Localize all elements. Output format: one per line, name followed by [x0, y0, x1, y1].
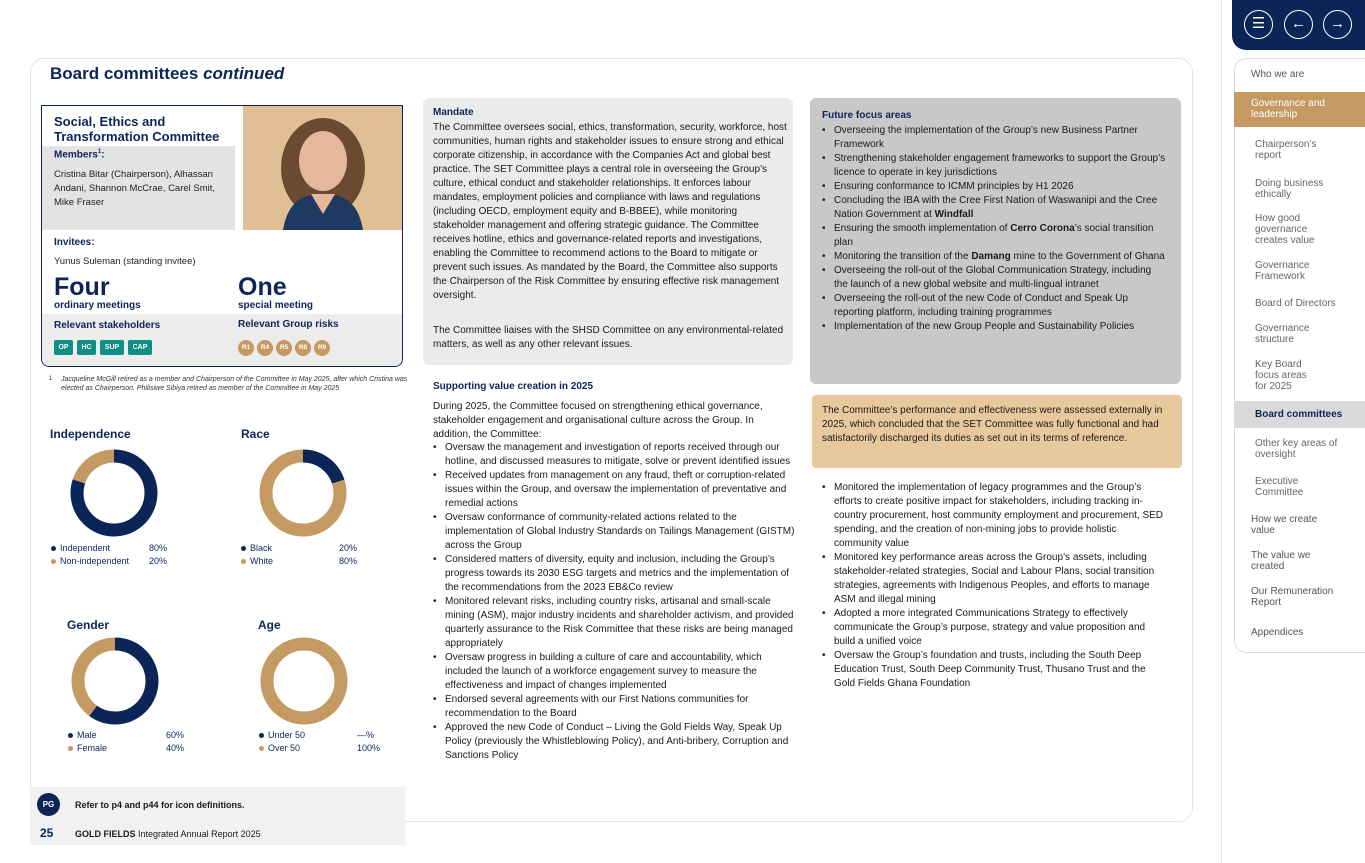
legend-black: Black 20% — [241, 543, 371, 553]
list-item: • Considered matters of diversity, equity and inclusion, including the Group’s progress towards its 2030 ESG targets and metrics and the implementation of the recommendations from the 2023 EB&Co review — [433, 553, 795, 595]
list-item: • Monitoring the transition of the Damang mine to the Government of Ghana — [822, 250, 1167, 264]
legend-female: Female 40% — [68, 743, 198, 753]
race-chart-title: Race — [241, 427, 270, 441]
activities-list — [822, 481, 1167, 691]
independence-donut — [70, 449, 158, 537]
list-item: • Approved the new Code of Conduct – Living the Gold Fields Way, Speak Up Policy (previously the Whistleblowing Policy), and Anti-bribery, Corruption and Sanctions Policy — [433, 721, 795, 763]
mandate-paragraph-2: The Committee liaises with the SHSD Committee on any environmental-related matters, as well as any other relevant issues. — [433, 325, 784, 350]
nav-divider — [1221, 0, 1222, 863]
supporting-value-intro: During 2025, the Committee focused on strengthening ethical governance, stakeholder engagement and organisational culture across the Group. In addition, the Committee: — [433, 401, 763, 440]
list-item: • Overseeing the roll-out of the new Code of Conduct and Speak Up reporting platform, including training programmes — [822, 292, 1167, 320]
page-number: 25 — [40, 826, 54, 840]
special-meetings-label: special meeting — [238, 300, 314, 311]
list-item: • Adopted a more integrated Communications Strategy to effectively communicate the Group’s purpose, strategy and value proposition and build a unified voice — [822, 607, 1167, 649]
special-meetings-count: One — [238, 273, 287, 301]
risk-badge-r9: R9 — [314, 340, 330, 356]
nav-item-board-of-directors[interactable]: Board of Directors — [1255, 298, 1336, 309]
legend-under-50: Under 50 —% — [259, 730, 389, 740]
invitees-list: Yunus Suleman (standing invitee) — [54, 256, 196, 267]
nav-item-governance[interactable]: Governance and leadership — [1251, 98, 1325, 120]
list-item: • Oversaw progress in building a culture of care and accountability, which included the launch of a workforce engagement survey to measure the effectiveness and impact of changes implemented — [433, 651, 795, 693]
supporting-value-heading: Supporting value creation in 2025 — [433, 381, 594, 392]
future-focus-list — [822, 124, 1167, 334]
list-item: • Oversaw the management and investigation of reports received through our hotline, and discussed measures to mitigate, solve or prevent identified issues — [433, 441, 795, 469]
committee-card — [41, 105, 403, 367]
menu-list-icon[interactable]: ☰ — [1244, 10, 1273, 39]
list-item: • Oversaw the Group’s foundation and trusts, including the South Deep Education Trust, South Deep Community Trust, Thusano Trust and the Gold Fields Ghana Foundation — [822, 649, 1167, 691]
members-heading: Members$^1$: — [54, 149, 105, 161]
gender-chart-title: Gender — [67, 618, 110, 632]
mandate-paragraph-1: The Committee oversees social, ethics, transformation, security, workforce, host communities, human rights and stakeholder issues to ensure strong and ethical corporate citizenship, in accordance with the Companies Act and global best practice. The SET Committee plays a central role in overseeing the Group’s culture, ethical conduct and stakeholder relationships. It enforces labour mandates, employment policies and compliance with laws and regulations (including OECD, employment equity and B-BBEE), while monitoring stakeholder management and offering strategic guidance. The Committee receives hotline, ethics and governance-related reports and investigations, enabling the Committee to recommend actions to the Board to mitigate or prevent such issues. As mandated by the Board, the Committee also supports the Chairperson of the Risk Committee by ensuring effective risk management oversight. — [433, 122, 787, 301]
gender-donut — [71, 637, 159, 725]
nav-item-governance-framework[interactable]: Governance Framework — [1255, 260, 1310, 282]
list-item: • Ensuring the smooth implementation of Cerro Corona’s social transition plan — [822, 222, 1167, 250]
risk-badge-r4: R4 — [257, 340, 273, 356]
nav-item-doing-business-ethically[interactable]: Doing business ethically — [1255, 178, 1324, 200]
stakeholders-heading: Relevant stakeholders — [54, 320, 161, 331]
list-item: • Monitored the implementation of legacy programmes and the Group’s efforts to create positive impact for stakeholders, including tracking in-country procurement, host community employment and procurement, SED spending, and the creation of non-mining jobs to provide holistic community value — [822, 481, 1167, 551]
age-chart-title: Age — [258, 618, 281, 632]
list-item: • Monitored relevant risks, including country risks, artisanal and small-scale mining (ASM), major industry incidents and shareholder activism, and provided quarterly assurance to the Risk Committee that these risks are being managed appropriately — [433, 595, 795, 651]
invitees-heading: Invitees: — [54, 237, 95, 248]
nav-item-governance-structure[interactable]: Governance structure — [1255, 323, 1310, 345]
members-list: Cristina Bitar (Chairperson), Alhassan Andani, Shannon McCrae, Carel Smit, Mike Fraser — [54, 169, 216, 208]
icon-reference-text: Refer to p4 and p44 for icon definitions. — [75, 800, 245, 810]
page-title: Board committees continued — [50, 64, 285, 83]
stakeholder-badge-hc: HC — [77, 340, 96, 355]
list-item: • Monitored key performance areas across the Group’s assets, including stakeholder-related strategies, Social and Labour Plans, social transition strategies, agreements with Indigenous Peoples, and efforts to manage ASM and illegal mining — [822, 551, 1167, 607]
legend-over-50: Over 50 100% — [259, 743, 389, 753]
ordinary-meetings-count: Four — [54, 273, 110, 301]
list-item: • Strengthening stakeholder engagement frameworks to support the Group’s licence to operate in key jurisdictions — [822, 152, 1167, 180]
list-item: • Ensuring conformance to ICMM principles by H1 2026 — [822, 180, 1167, 194]
legend-male: Male 60% — [68, 730, 198, 740]
nav-item-appendices[interactable]: Appendices — [1251, 627, 1304, 638]
nav-item-chairpersons-report[interactable]: Chairperson’s report — [1255, 139, 1317, 161]
legend-white: White 80% — [241, 556, 371, 566]
race-donut — [259, 449, 347, 537]
performance-text: The Committee’s performance and effectiveness were assessed externally in 2025, which concluded that the SET Committee was fully functional and had satisfactorily discharged its duties as set out in its terms of reference. — [822, 405, 1163, 444]
list-item: • Implementation of the new Group People and Sustainability Policies — [822, 320, 1167, 334]
nav-toolbar — [1232, 0, 1365, 50]
arrow-left-icon[interactable]: ← — [1284, 10, 1313, 39]
nav-item-who-we-are[interactable]: Who we are — [1251, 69, 1305, 80]
stakeholder-badge-cap: CAP — [128, 340, 152, 355]
supporting-value-list — [433, 441, 795, 763]
pg-icon: PG — [37, 793, 60, 816]
risk-badge-r5: R5 — [276, 340, 292, 356]
stakeholder-badge-op: OP — [54, 340, 73, 355]
legend-independent: Independent 80% — [51, 543, 181, 553]
nav-item-key-board-focus[interactable]: Key Board focus areas for 2025 — [1255, 359, 1307, 392]
list-item: • Overseeing the implementation of the Group’s new Business Partner Framework — [822, 124, 1167, 152]
nav-item-good-governance[interactable]: How good governance creates value — [1255, 213, 1315, 246]
nav-item-board-committees[interactable]: Board committees — [1255, 409, 1343, 420]
list-item: • Overseeing the roll-out of the Global Communication Strategy, including the launch of a new global website and multi-lingual intranet — [822, 264, 1167, 292]
donut-slice-over-50 — [267, 644, 341, 718]
nav-item-executive-committee[interactable]: Executive Committee — [1255, 476, 1304, 498]
footnote: 1 Jacqueline McGill retired as a member and Chairperson of the Committee in May 2025, after which Cristina was elected as Chairperson. Philisiwe Sibiya retired as member of the Committee in May 2025 — [49, 376, 408, 392]
age-donut — [260, 637, 348, 725]
arrow-right-icon[interactable]: → — [1323, 10, 1352, 39]
risks-heading: Relevant Group risks — [238, 319, 339, 330]
stakeholder-badge-sup: SUP — [100, 340, 124, 355]
committee-name: Social, Ethics and Transformation Committee — [54, 114, 220, 144]
independence-chart-title: Independence — [50, 427, 131, 441]
nav-item-remuneration-report[interactable]: Our Remuneration Report — [1251, 586, 1334, 608]
legend-non-independent: Non-independent 20% — [51, 556, 181, 566]
nav-item-other-key-areas[interactable]: Other key areas of oversight — [1255, 438, 1338, 460]
mandate-heading: Mandate — [433, 107, 474, 118]
risk-badge-r8: R8 — [295, 340, 311, 356]
list-item: • Concluding the IBA with the Cree First Nation of Waswanipi and the Cree Nation Government at Windfall — [822, 194, 1167, 222]
nav-item-value-we-created[interactable]: The value we created — [1251, 550, 1311, 572]
ordinary-meetings-label: ordinary meetings — [54, 300, 141, 311]
portrait-image — [243, 106, 403, 230]
risk-badge-r1: R1 — [238, 340, 254, 356]
chairperson-photo — [243, 106, 403, 230]
nav-item-how-we-create-value[interactable]: How we create value — [1251, 514, 1318, 536]
list-item: • Received updates from management on any fraud, theft or corruption-related issues within the Group, and oversaw the implementation of preventative and remedial actions — [433, 469, 795, 511]
report-name: GOLD FIELDS Integrated Annual Report 2025 — [75, 829, 261, 839]
list-item: • Oversaw conformance of community-related actions related to the implementation of Global Industry Standards on Tailings Management (GISTM) across the Group — [433, 511, 795, 553]
future-focus-heading: Future focus areas — [822, 110, 912, 121]
list-item: • Endorsed several agreements with our First Nations communities for recommendation to the Board — [433, 693, 795, 721]
